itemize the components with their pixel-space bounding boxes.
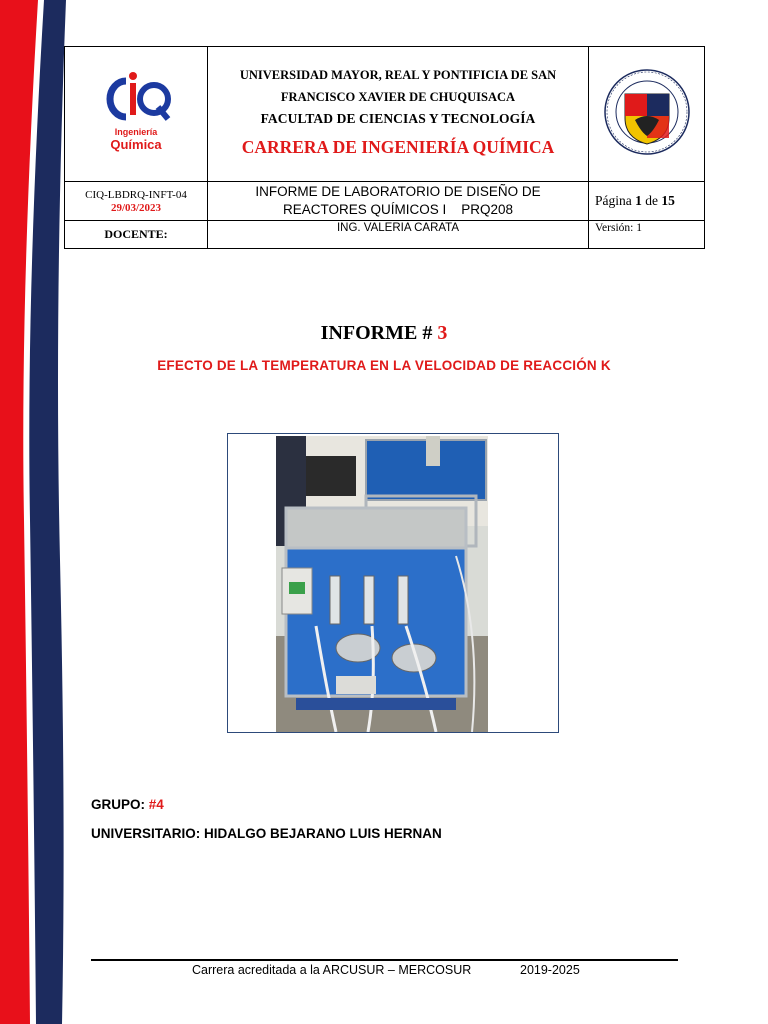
report-title-line2: REACTORES QUÍMICOS I PRQ208 xyxy=(282,202,514,217)
university-name-line1: UNIVERSIDAD MAYOR, REAL Y PONTIFICIA DE SAN xyxy=(239,68,557,82)
logo-word-2: Química xyxy=(110,136,162,152)
university-name-line2: FRANCISCO XAVIER DE CHUQUISACA xyxy=(280,90,516,104)
page-total: 15 xyxy=(661,193,675,208)
university-seal xyxy=(589,47,705,182)
group-value: #4 xyxy=(148,797,164,812)
group-line xyxy=(91,797,164,812)
university-seal-icon xyxy=(603,66,691,158)
report-heading-label: INFORME # xyxy=(320,322,433,344)
left-decorative-band xyxy=(0,0,70,1024)
reactor-equipment-photo xyxy=(276,436,488,732)
report-heading xyxy=(0,322,768,345)
faculty-name: FACULTAD DE CIENCIAS Y TECNOLOGÍA xyxy=(260,111,536,126)
docente-name: ING. VALERIA CARATA xyxy=(208,221,589,249)
report-title-cell xyxy=(208,182,589,221)
footer-accreditation: Carrera acreditada a la ARCUSUR – MERCOSUR xyxy=(192,963,472,977)
docente-label: DOCENTE: xyxy=(65,221,208,249)
page-of: de xyxy=(645,193,658,208)
page-current: 1 xyxy=(635,193,642,208)
footer-years: 2019-2025 xyxy=(520,963,580,977)
photo-frame xyxy=(227,433,559,733)
career-name: CARRERA DE INGENIERÍA QUÍMICA xyxy=(241,137,555,157)
group-label: GRUPO: xyxy=(91,797,145,812)
report-title-line1: INFORME DE LABORATORIO DE DISEÑO DE xyxy=(255,184,541,199)
document-code-cell xyxy=(65,182,208,221)
version-label: Versión: 1 xyxy=(589,221,705,249)
cique-logo xyxy=(65,47,208,182)
footer-divider xyxy=(91,959,678,961)
report-number: 3 xyxy=(437,322,448,344)
header-table xyxy=(64,46,705,249)
report-subtitle: EFECTO DE LA TEMPERATURA EN LA VELOCIDAD DE REACCIÓN K xyxy=(157,358,611,373)
engineering-logo-icon xyxy=(96,67,176,157)
document-code: CIQ-LBDRQ-INFT-04 xyxy=(85,188,187,201)
page-label: Página xyxy=(595,193,632,208)
student-name: UNIVERSITARIO: HIDALGO BEJARANO LUIS HERNAN xyxy=(91,826,442,841)
document-date: 29/03/2023 xyxy=(110,201,162,214)
page-number-cell xyxy=(589,182,705,221)
university-cell xyxy=(208,47,589,182)
logo-word-1: Ingeniería xyxy=(114,126,158,137)
